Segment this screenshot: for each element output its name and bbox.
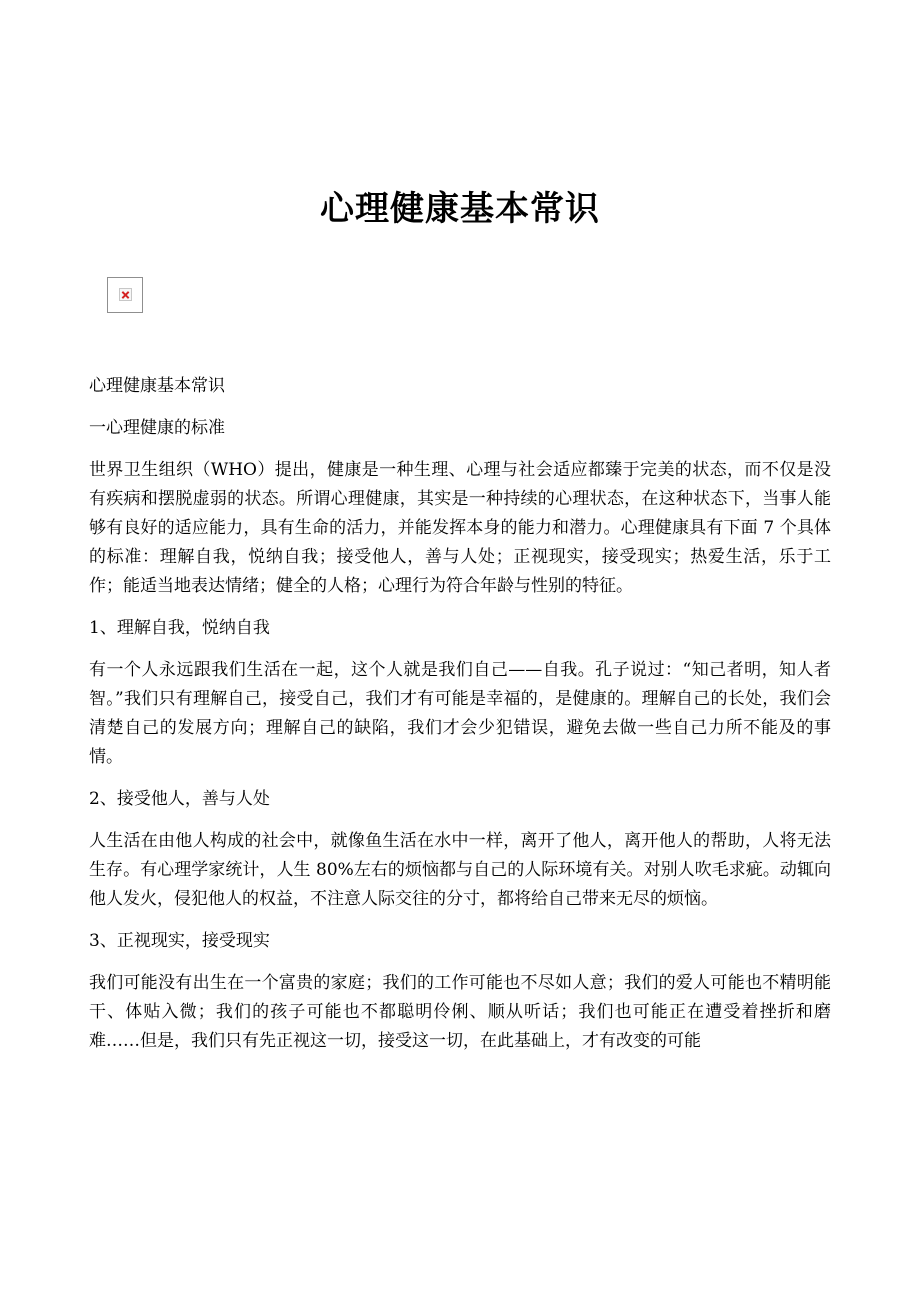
- document-title: 心理健康基本常识: [320, 189, 600, 229]
- body-paragraph: 有一个人永远跟我们生活在一起，这个人就是我们自己——自我。孔子说过：“知己者明，知人者智。”我们只有理解自己，接受自己，我们才有可能是幸福的，是健康的。理解自己的长处，我们会清楚自己的发展方向；理解自己的缺陷，我们才会少犯错误，避免去做一些自己力所不能及的事情。: [89, 660, 831, 767]
- section-heading: 1、理解自我，悦纳自我: [89, 618, 270, 638]
- document-body: [89, 372, 831, 1069]
- section-heading: 一心理健康的标准: [89, 418, 225, 438]
- section-heading: 2、接受他人，善与人处: [89, 789, 270, 809]
- body-subtitle: 心理健康基本常识: [89, 376, 225, 396]
- body-paragraph: 我们可能没有出生在一个富贵的家庭；我们的工作可能也不尽如人意；我们的爱人可能也不精明能干、体贴入微；我们的孩子可能也不都聪明伶俐、顺从听话；我们也可能正在遭受着挫折和磨难……但是，我们只有先正视这一切，接受这一切，在此基础上，才有改变的可能: [89, 973, 831, 1051]
- section-heading: 3、正视现实，接受现实: [89, 931, 270, 951]
- body-paragraph: 世界卫生组织（WHO）提出，健康是一种生理、心理与社会适应都臻于完美的状态，而不仅是没有疾病和摆脱虚弱的状态。所谓心理健康，其实是一种持续的心理状态，在这种状态下，当事人能够有良好的适应能力，具有生命的活力，并能发挥本身的能力和潜力。心理健康具有下面 7 个具体的标准：理解自我，悦纳自我；接受他人，善与人处；正视现实，接受现实；热爱生活，乐于工作；能适当地表达情绪；健全的人格；心理行为符合年龄与性别的特征。: [89, 460, 831, 596]
- body-paragraph: 人生活在由他人构成的社会中，就像鱼生活在水中一样，离开了他人，离开他人的帮助，人将无法生存。有心理学家统计，人生 80%左右的烦恼都与自己的人际环境有关。对别人吹毛求疵。动辄向他人发火，侵犯他人的权益，不注意人际交往的分寸，都将给自己带来无尽的烦恼。: [89, 831, 831, 909]
- broken-image-icon: [107, 277, 143, 313]
- broken-image-cross-icon: [119, 288, 132, 301]
